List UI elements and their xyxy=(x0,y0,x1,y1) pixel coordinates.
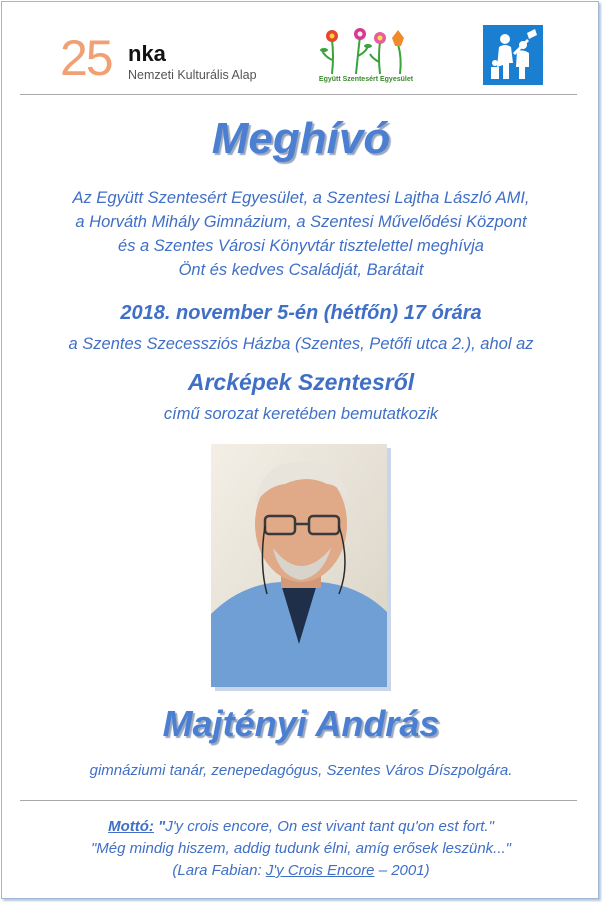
family-logo xyxy=(483,25,543,85)
motto-block xyxy=(0,816,602,882)
logo-strip xyxy=(0,0,602,95)
series-subtitle: című sorozat keretében bemutatkozik xyxy=(163,405,439,423)
nka-wordmark: nka xyxy=(128,41,166,66)
top-divider xyxy=(20,94,577,95)
intro-line: Az Együtt Szentesért Egyesület, a Szentesi Lajtha László AMI, xyxy=(72,189,530,207)
page-title: Meghívó xyxy=(211,114,391,163)
nka-logo xyxy=(60,30,280,88)
portrait-image xyxy=(211,444,387,687)
nka-name: Nemzeti Kulturális Alap xyxy=(128,68,257,82)
motto-translation: "Még mindig hiszem, addig tudunk élni, amíg erősek leszünk..." xyxy=(90,840,512,857)
intro-paragraph xyxy=(0,186,602,282)
motto-credit xyxy=(0,860,602,882)
motto-label: Mottó: xyxy=(108,818,154,835)
event-date: 2018. november 5-én (hétfőn) 17 órára xyxy=(120,302,482,324)
bottom-divider xyxy=(20,800,577,801)
portrait-photo xyxy=(211,444,387,687)
credit-close: – 2001) xyxy=(374,862,430,879)
person-role: gimnáziumi tanár, zenepedagógus, Szentes Város Díszpolgára. xyxy=(89,762,513,779)
venue-text: a Szentes Szecessziós Házba (Szentes, Petőfi utca 2.), ahol az xyxy=(68,335,534,353)
intro-line: és a Szentes Városi Könyvtár tisztelettel meghívja xyxy=(118,237,484,255)
series-title: Arcképek Szentesről xyxy=(187,369,415,395)
intro-line: Önt és kedves Családját, Barátait xyxy=(178,261,424,279)
association-caption: Együtt Szentesért Egyesület xyxy=(318,76,414,83)
flowers-icon xyxy=(318,26,414,78)
person-name: Majtényi András xyxy=(162,703,440,744)
credit-song: J'y Crois Encore xyxy=(265,862,375,879)
credit-open: (Lara Fabian: xyxy=(172,862,266,879)
intro-line: a Horváth Mihály Gimnázium, a Szentesi Művelődési Központ xyxy=(75,213,527,231)
motto-open-quote: " xyxy=(153,818,166,835)
nka-anniversary-number: 25 xyxy=(60,30,112,86)
association-logo xyxy=(318,26,414,90)
family-icon xyxy=(483,25,543,85)
motto-quote: J'y crois encore, On est vivant tant qu'on est fort." xyxy=(165,818,494,835)
motto-line xyxy=(0,816,602,838)
